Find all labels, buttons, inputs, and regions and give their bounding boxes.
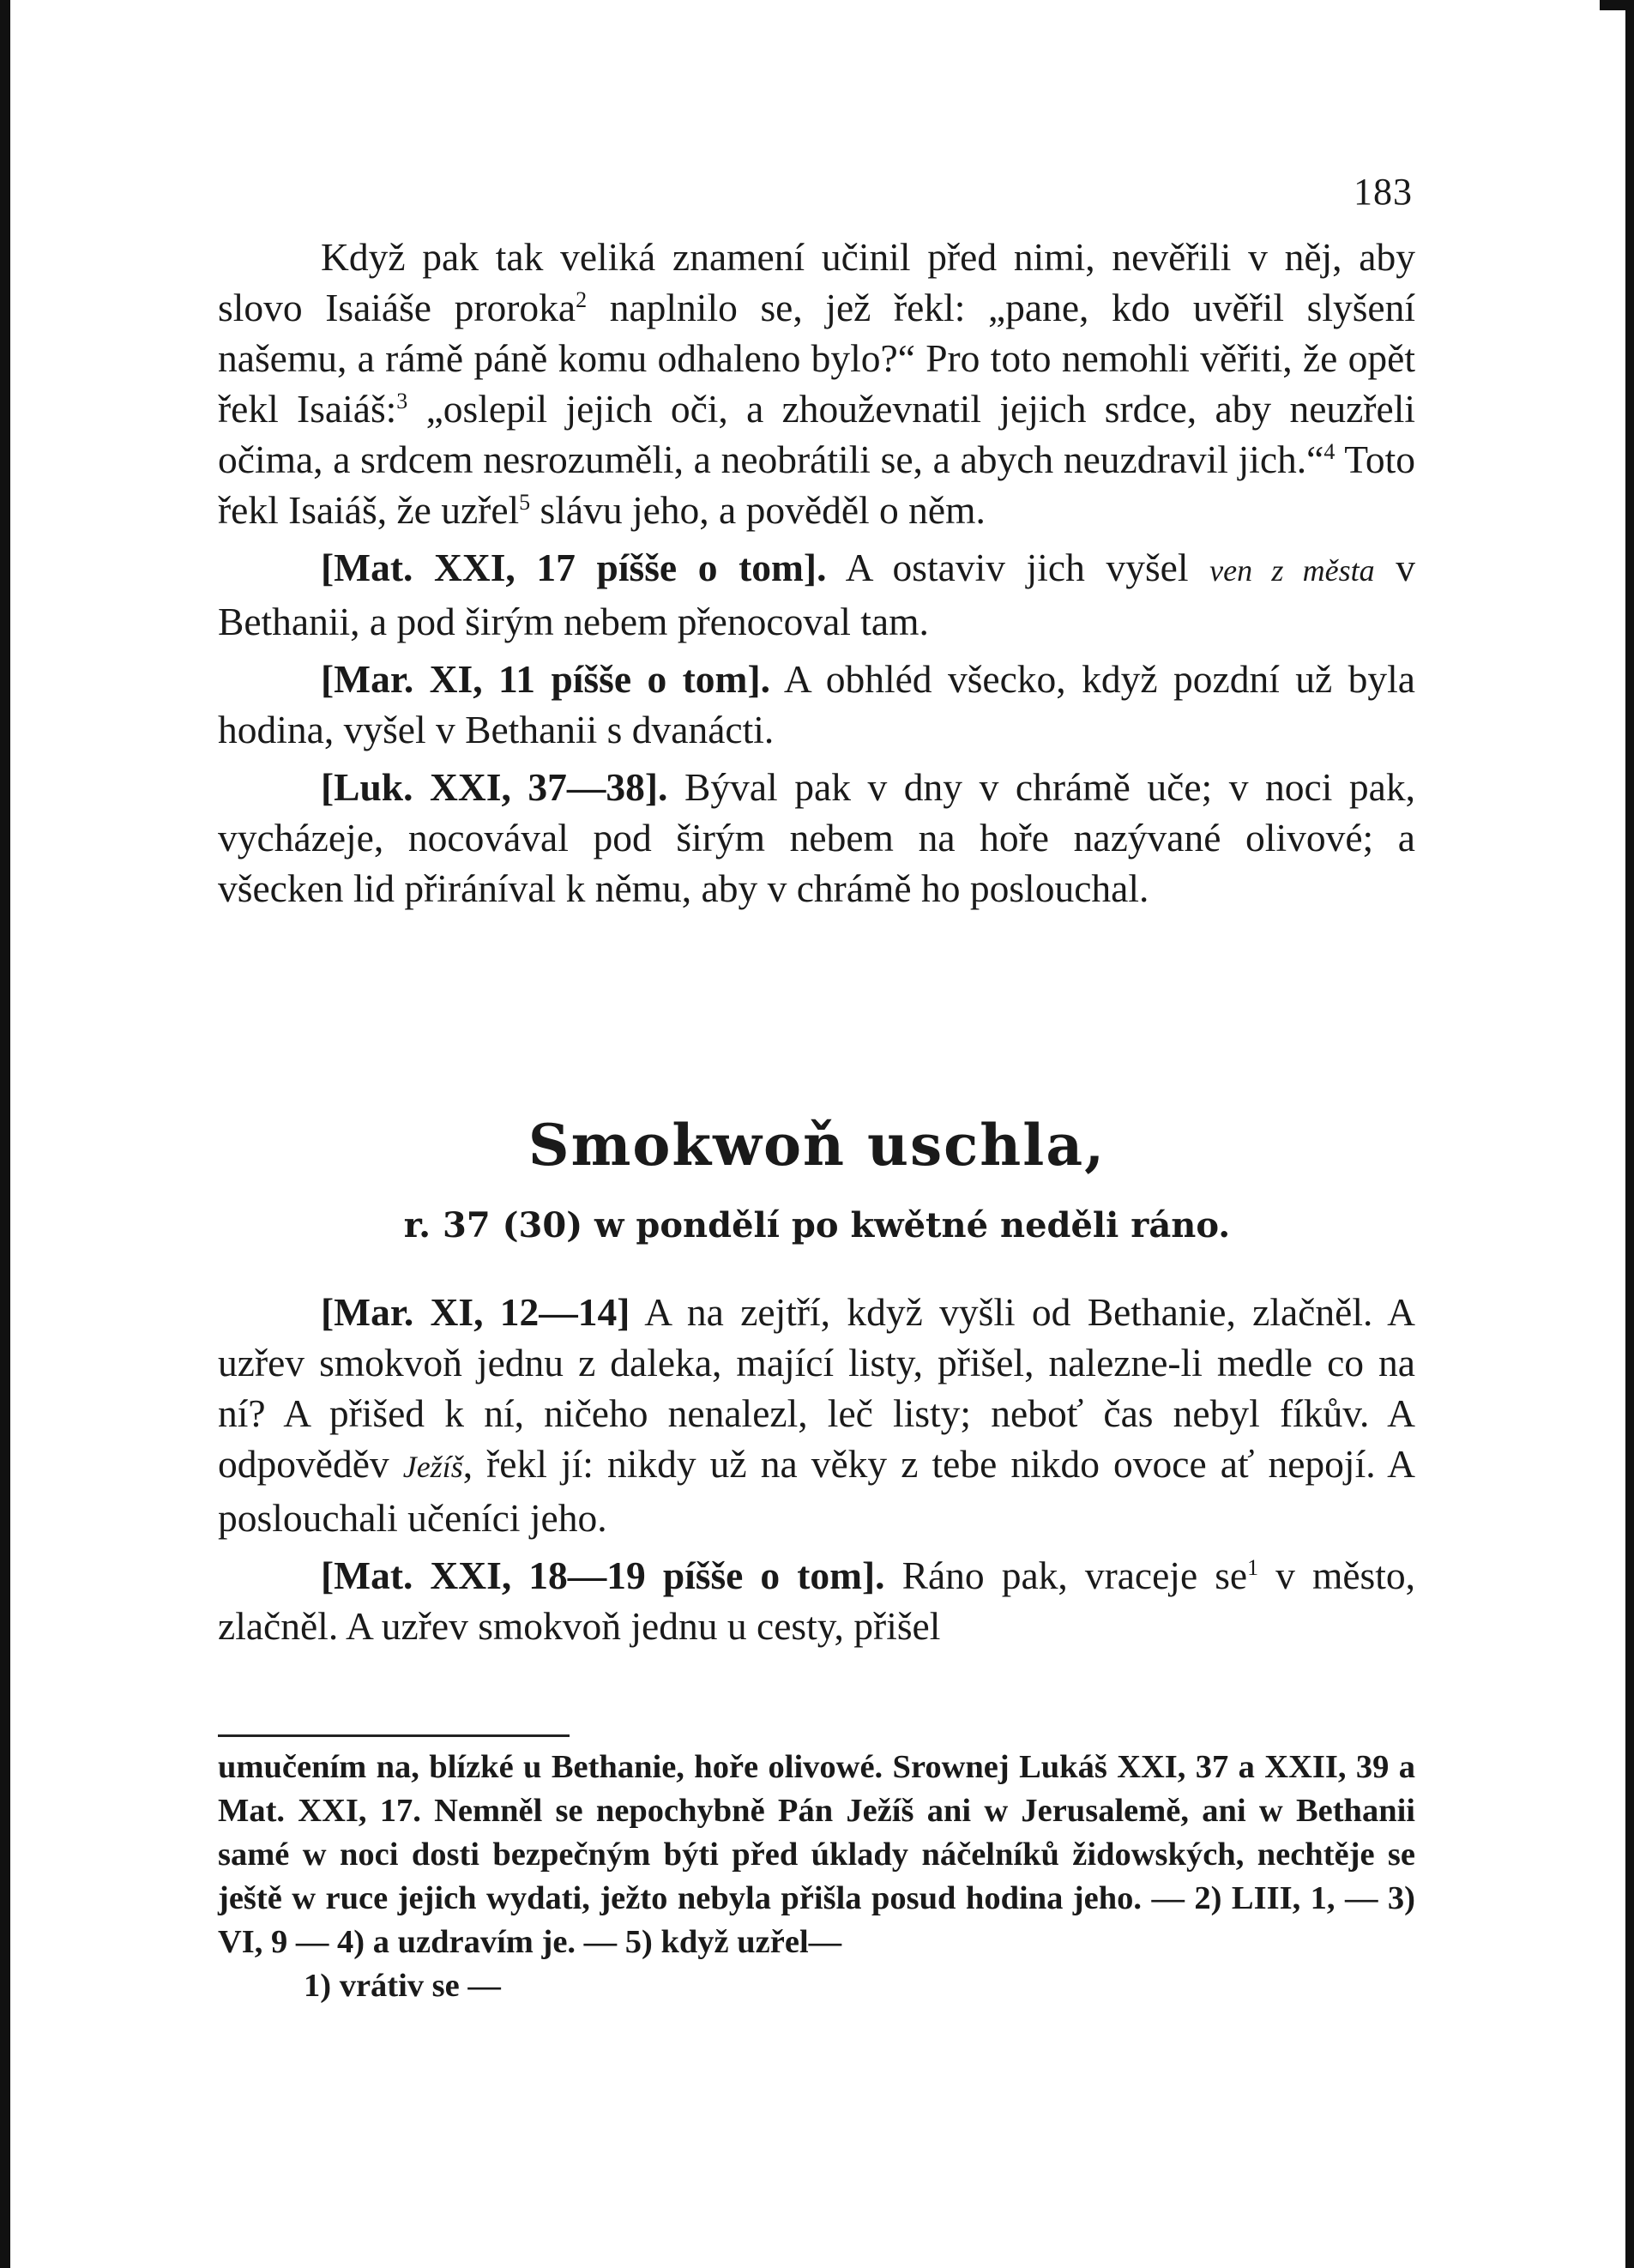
body-text: „oslepil jejich oči, a zhouževnatil jejich srdce, aby neuzřeli očima, a srdcem nesrozuměli, a neobrátili se, a abych neuzdravil jich.“: [218, 387, 1415, 481]
body-text: A na zejtří, když vyšli od Bethanie, zlačněl. A uzřev smokvoň jednu z daleka, mající listy, přišel, nalezne-li medle co na ní? A přišed k ní, ničeho nenalezl, leč listy; neboť čas nebyl fíkův. A odpověděv: [218, 1290, 1415, 1486]
text-block-upper: [218, 232, 1415, 914]
scripture-reference: [Mar. XI, 11 píšše o tom].: [321, 657, 770, 701]
body-text: Býval pak v dny v chrámě uče; v noci pak, vycházeje, nocovával pod širým nebem na hoře nazývané olivové; a všecken lid přiráníval k němu, aby v chrámě ho poslouchal.: [218, 765, 1415, 910]
page-number: 183: [1354, 171, 1413, 213]
footnote-marker: 3: [396, 388, 408, 413]
paragraph: [218, 654, 1415, 755]
footnotes: [218, 1746, 1415, 2008]
italic-insertion: Ježíš: [402, 1450, 463, 1484]
italic-insertion: ven z města: [1209, 553, 1375, 588]
scripture-reference: [Mat. XXI, 18—19 píšše o tom].: [321, 1553, 885, 1597]
body-text: v město, zlačněl. A uzřev smokvoň jednu u cesty, přišel: [218, 1553, 1416, 1648]
paragraph: [218, 1287, 1415, 1543]
section-title: Smokwoň uschla,: [528, 1112, 1106, 1179]
footnote-text: umučením na, blízké u Bethanie, hoře olivowé. Srownej Lukáš XXI, 37 a XXII, 39 a Mat. XXI, 17. Nemněl se nepochybně Pán Ježíš ani w Jerusalemě, ani w Bethanii samé w noci dosti bezpečným býti před úklady náčelníků židowských, nechtěje se ještě w ruce jejich wydati, ježto nebyla přišla posud hodina jeho. — 2) LIII, 1, — 3) VI, 9 — 4) a uzdravím je. — 5) když uzřel—: [218, 1749, 1415, 1960]
body-text: v Bethanii, a pod širým nebem přenocoval tam.: [218, 546, 1415, 643]
footnote-marker: 1: [1247, 1554, 1259, 1580]
scripture-reference: [Mat. XXI, 17 píšše o tom].: [321, 546, 827, 589]
body-text: naplnilo se, jež řekl: „pane, kdo uvěřil slyšení našemu, a rámě páně komu odhaleno bylo?“ Pro toto nemohli věřiti, že opět řekl Isaiáš:: [218, 286, 1415, 431]
scripture-reference: [Mar. XI, 12—14]: [321, 1290, 630, 1334]
paragraph: [218, 232, 1415, 535]
body-text: slávu jeho, a pověděl o něm.: [530, 488, 986, 532]
body-text: , řekl jí: nikdy už na věky z tebe nikdo ovoce ať nepojí. A poslouchali učeníci jeho.: [218, 1442, 1416, 1540]
body-text: Když pak tak veliká znamení učinil před nimi, nevěřili v něj, aby slovo Isaiáše proroka: [218, 235, 1415, 329]
body-text: Ráno pak, vraceje se: [884, 1553, 1248, 1597]
section-subtitle: r. 37 (30) w pondělí po kwětné neděli ráno.: [403, 1205, 1231, 1246]
scan-edge-top-right: [1600, 0, 1634, 10]
scripture-reference: [Luk. XXI, 37—38].: [321, 765, 668, 809]
footnote-separator: [218, 1734, 570, 1737]
body-text: Toto řekl Isaiáš, že uzřel: [218, 437, 1416, 532]
footnote-last: 1) vrátiv se —: [304, 1968, 501, 2004]
text-block-lower: [218, 1287, 1415, 1651]
paragraph: [218, 762, 1415, 914]
body-text: A ostaviv jich vyšel: [826, 546, 1210, 589]
body-text: A obhléd všecko, když pozdní už byla hodina, vyšel v Bethanii s dvanácti.: [218, 657, 1415, 751]
paragraph: [218, 1550, 1415, 1651]
paragraph: [218, 542, 1415, 647]
footnote-marker: 5: [519, 489, 531, 515]
footnote-marker: 2: [576, 287, 588, 312]
footnote-marker: 4: [1323, 438, 1336, 464]
